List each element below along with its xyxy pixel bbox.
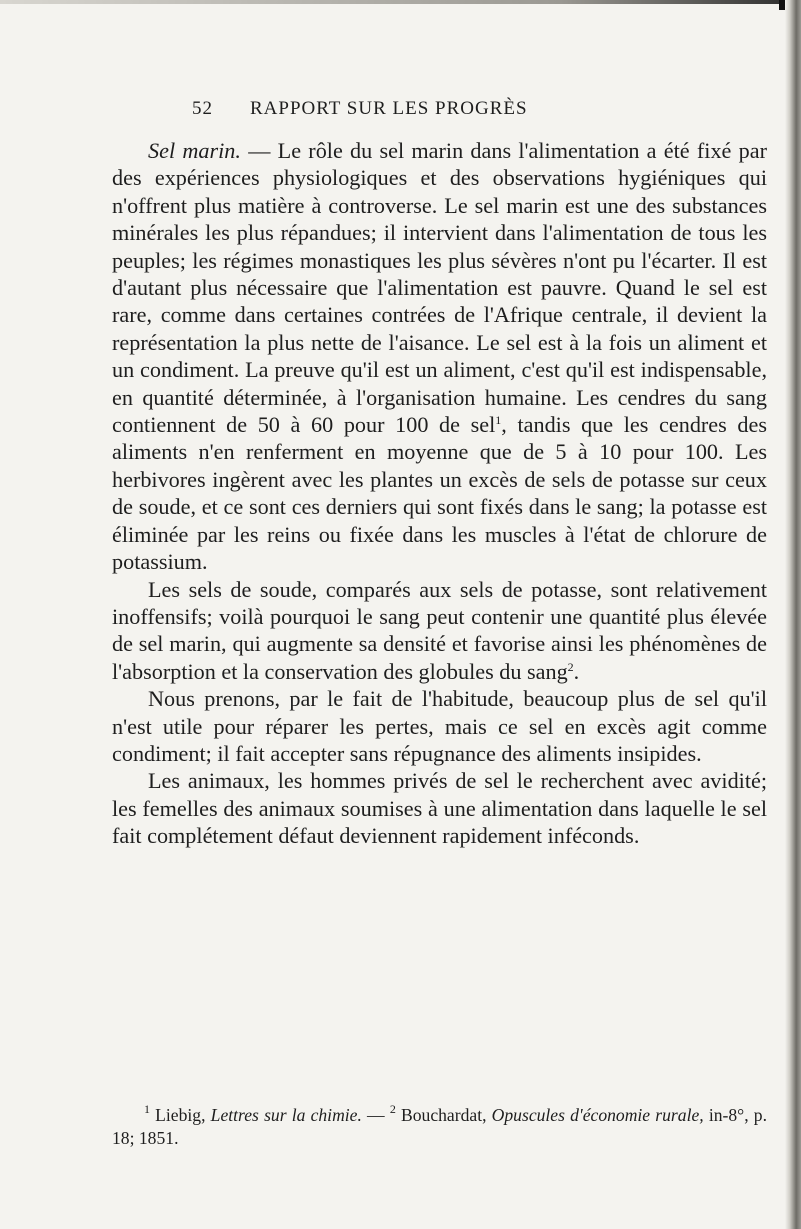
paragraph-text-cont: . — [573, 658, 580, 684]
footnote-mark-2: 2 — [389, 1102, 396, 1116]
paragraph-text: Les sels de soude, comparés aux sels de potasse, sont relativement inoffensifs; voilà pourquoi le sang peut contenir une quantité plus élevée de sel marin, qui augmente sa densité et favorise ainsi les phénomènes de l'absorption et la conservation des globules du sang — [112, 576, 767, 684]
paragraph-4: Les animaux, les hommes privés de sel le recherchent avec avidité; les femelles des animaux soumises à une alimentation dans laquelle le sel fait complétement défaut deviennent rapidement inféconds. — [112, 768, 767, 849]
footnote-2-details: in-8°, p. 18; 1851. — [112, 1105, 767, 1148]
footnote-2-author: Bouchardat, — [395, 1105, 492, 1125]
footnote-line — [112, 1104, 767, 1150]
page-number: 52 — [192, 98, 213, 119]
paragraph-1 — [112, 137, 767, 576]
paragraph-2 — [112, 576, 767, 686]
scan-binding-edge — [785, 0, 801, 1229]
footnote-2-title: Opuscules d'économie rurale, — [491, 1105, 704, 1125]
footnote-ref-1: 1 — [495, 413, 502, 428]
footnote-ref-2: 2 — [567, 659, 574, 674]
running-title: RAPPORT SUR LES PROGRÈS — [250, 98, 528, 119]
paragraph-text: — Le rôle du sel marin dans l'alimentation a été fixé par des expériences physiologiques et des observations hygiéniques qui n'offrent plus matière à controverse. Le sel marin est une des substances minérales les plus répandues; il intervient dans l'alimentation de tous les peuples; les régimes monastiques les plus sévères n'ont pu l'écarter. Il est d'autant plus nécessaire que l'alimentation est pauvre. Quand le sel est rare, comme dans certaines contrées de l'Afrique centrale, il devient la représentation la plus nette de l'aisance. Le sel est à la fois un aliment et un condiment. La preuve qu'il est un aliment, c'est qu'il est indispensable, en quantité déterminée, à l'organisation humaine. Les cendres du sang contiennent de 50 à 60 pour 100 de sel — [112, 138, 767, 438]
section-lead: Sel marin. — [148, 138, 241, 163]
body-text — [112, 137, 767, 850]
footnotes — [112, 1104, 767, 1150]
scan-top-edge — [0, 0, 801, 4]
paragraph-3: Nous prenons, par le fait de l'habitude, beaucoup plus de sel qu'il n'est utile pour réparer les pertes, mais ce sel en excès agit comme condiment; il fait accepter sans répugnance des aliments insipides. — [112, 686, 767, 766]
footnote-mark-1: 1 — [144, 1102, 150, 1116]
footnote-1-title: Lettres sur la chimie. — [210, 1105, 362, 1125]
footnote-separator: — — [361, 1105, 390, 1125]
page-header — [192, 98, 732, 128]
paragraph-text-cont: , tandis que les cendres des aliments n'en renferment en moyenne que de 5 à 10 pour 100. Les herbivores ingèrent avec les plantes un excès de sels de potasse sur ceux de soude, et ce sont ces derniers qui sont fixés dans le sang; la potasse est éliminée par les reins ou fixée dans les muscles à l'état de chlorure de potassium. — [112, 412, 768, 575]
footnote-1-author: Liebig, — [155, 1105, 211, 1125]
